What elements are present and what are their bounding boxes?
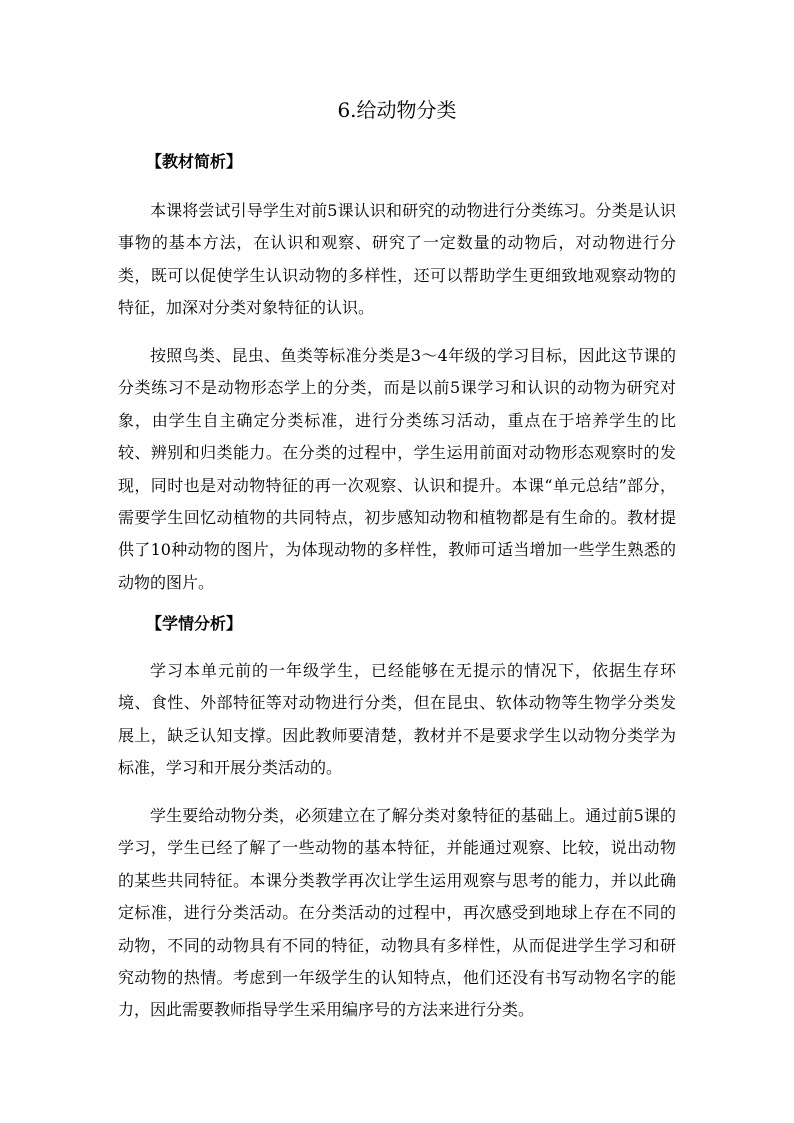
paragraph: 按照鸟类、昆虫、鱼类等标准分类是3～4年级的学习目标，因此这节课的分类练习不是动物形态学上的分类，而是以前5课学习和认识的动物为研究对象，由学生自主确定分类标准，进行分类练习活动，重点在于培养学生的比较、辨别和归类能力。在分类的过程中，学生运用前面对动物形态观察时的发现，同时也是对动物特征的再一次观察、认识和提升。本课“单元总结”部分，需要学生回忆动植物的共同特点，初步感知动物和植物都是有生命的。教材提供了10种动物的图片，为体现动物的多样性，教师可适当增加一些学生熟悉的动物的图片。: [118, 346, 676, 592]
section-heading-learner-analysis: 【学情分析】: [146, 614, 243, 633]
paragraph: 学习本单元前的一年级学生，已经能够在无提示的情况下，依据生存环境、食性、外部特征等对动物进行分类，但在昆虫、软体动物等生物学分类发展上，缺乏认知支撑。因此教师要清楚，教材并不是要求学生以动物分类学为标准，学习和开展分类活动的。: [118, 661, 676, 778]
paragraph: 学生要给动物分类，必须建立在了解分类对象特征的基础上。通过前5课的学习，学生已经了解了一些动物的基本特征，并能通过观察、比较，说出动物的某些共同特征。本课分类教学再次让学生运用观察与思考的能力，并以此确定标准，进行分类活动。在分类活动的过程中，再次感受到地球上存在不同的动物，不同的动物具有不同的特征，动物具有多样性，从而促进学生学习和研究动物的热情。考虑到一年级学生的认知特点，他们还没有书写动物名字的能力，因此需要教师指导学生采用编序号的方法来进行分类。: [118, 806, 676, 1020]
section-heading-textbook-analysis: 【教材简析】: [146, 152, 243, 171]
paragraph: 本课将尝试引导学生对前5课认识和研究的动物进行分类练习。分类是认识事物的基本方法，在认识和观察、研究了一定数量的动物后，对动物进行分类，既可以促使学生认识动物的多样性，还可以帮助学生更细致地观察动物的特征，加深对分类对象特征的认识。: [118, 201, 676, 318]
page-title: 6.给动物分类: [337, 98, 457, 122]
